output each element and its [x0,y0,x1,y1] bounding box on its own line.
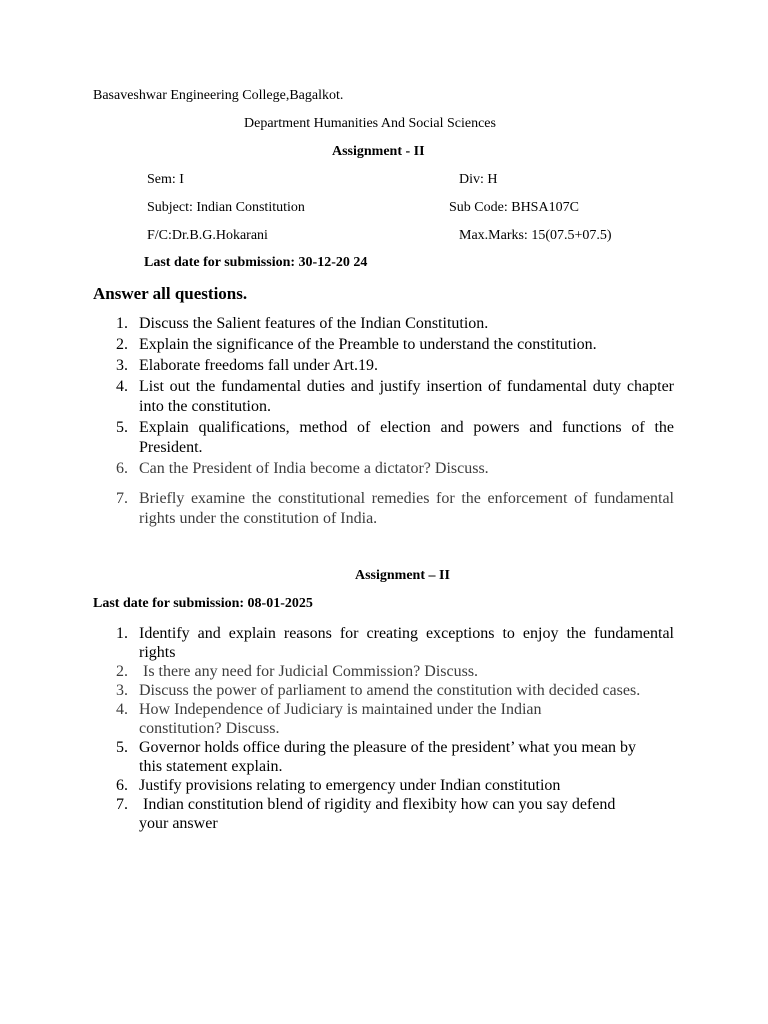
question-list-1 [110,314,674,529]
question-number: 6. [116,777,128,794]
college-name: Basaveshwar Engineering College,Bagalkot. [93,88,344,103]
question-text: Indian constitution blend of rigidity and flexibity how can you say defend your answer [139,796,620,832]
list-item [110,314,674,334]
list-item [110,377,674,417]
question-number: 5. [116,739,128,756]
list-item [110,738,674,776]
department-name: Department Humanities And Social Sciences [244,116,496,131]
question-text: Discuss the Salient features of the Indian Constitution. [139,315,489,332]
question-number: 3. [116,682,128,699]
faculty: F/C:Dr.B.G.Hokarani [147,228,268,243]
list-item [110,700,674,738]
question-text: Can the President of India become a dictator? Discuss. [139,460,489,477]
list-item [110,489,674,529]
question-number: 7. [116,796,128,813]
division: Div: H [459,172,498,187]
list-item [110,356,674,376]
question-text: Elaborate freedoms fall under Art.19. [139,357,379,374]
list-item [110,459,674,479]
question-text: Explain the significance of the Preamble to understand the constitution. [139,336,597,353]
question-text: Governor holds office during the pleasure of the president’ what you mean by this statement explain. [139,739,637,775]
instruction: Answer all questions. [93,284,248,303]
question-number: 2. [116,663,128,680]
question-number: 6. [116,460,128,477]
semester: Sem: I [147,172,184,187]
list-item [110,681,674,700]
assignment-title-1: Assignment - II [332,144,425,159]
subject-code: Sub Code: BHSA107C [449,200,579,215]
last-date-2: Last date for submission: 08-01-2025 [93,596,313,611]
question-number: 3. [116,357,128,374]
question-number: 5. [116,419,128,436]
list-item [110,662,674,681]
question-number: 2. [116,336,128,353]
question-text: Is there any need for Judicial Commission? Discuss. [139,663,479,680]
question-number: 4. [116,701,128,718]
max-marks: Max.Marks: 15(07.5+07.5) [459,228,612,243]
question-number: 1. [116,625,128,642]
last-date-1: Last date for submission: 30-12-20 24 [144,255,368,270]
assignment-title-2: Assignment – II [355,568,450,583]
question-text: Briefly examine the constitutional remedies for the enforcement of fundamental rights under the constitution of India. [139,490,674,527]
question-number: 1. [116,315,128,332]
question-text: Justify provisions relating to emergency under Indian constitution [139,777,561,794]
question-text: List out the fundamental duties and justify insertion of fundamental duty chapter into the constitution. [139,378,674,415]
list-item [110,776,674,795]
question-text: How Independence of Judiciary is maintained under the Indian constitution? Discuss. [139,701,542,737]
question-list-2 [110,624,674,833]
subject: Subject: Indian Constitution [147,200,305,215]
list-item [110,795,674,833]
list-item [110,418,674,458]
question-text: Discuss the power of parliament to amend the constitution with decided cases. [139,682,641,699]
question-text: Identify and explain reasons for creating exceptions to enjoy the fundamental rights [139,625,674,661]
question-number: 4. [116,378,128,395]
list-item [110,335,674,355]
list-item [110,624,674,662]
question-number: 7. [116,490,128,507]
question-text: Explain qualifications, method of election and powers and functions of the President. [139,419,674,456]
